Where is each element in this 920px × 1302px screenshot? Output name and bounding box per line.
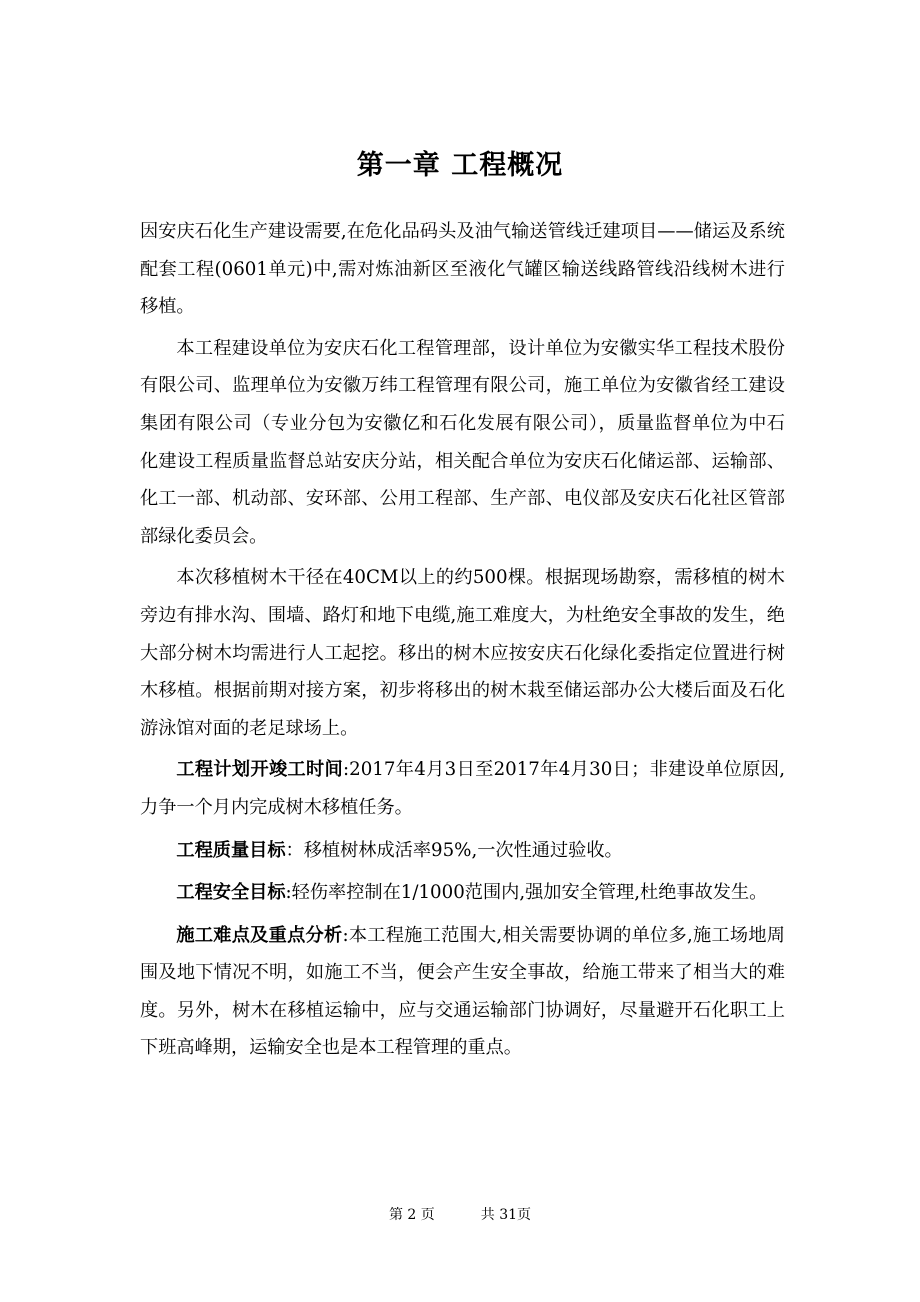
page-number: 第 2 页 bbox=[388, 1207, 435, 1223]
paragraph-units bbox=[140, 330, 785, 556]
paragraph-intro bbox=[140, 213, 785, 326]
quality-label: 工程质量目标 bbox=[176, 839, 286, 861]
document-body bbox=[140, 213, 785, 1071]
quality-text: ：移植树林成活率95%,一次性通过验收。 bbox=[285, 839, 623, 861]
schedule-text: :2017年4月3日至2017年4月30日；非建设单位原因,力争一个月内完成树木移植任务。 bbox=[140, 759, 785, 818]
page-total: 共 31页 bbox=[480, 1207, 532, 1223]
paragraph-text: 因安庆石化生产建设需要,在危化品码头及油气输送管线迁建项目——储运及系统配套工程(0601单元)中,需对炼油新区至液化气罐区输送线路管线沿线树木进行移植。 bbox=[140, 221, 785, 318]
paragraph-safety bbox=[140, 874, 785, 912]
chapter-title: 第一章 工程概况 bbox=[356, 150, 564, 181]
page-footer bbox=[0, 1205, 920, 1225]
safety-text: :轻伤率控制在1/1000范围内,强加安全管理,杜绝事故发生。 bbox=[285, 882, 768, 904]
paragraph-text: 本次移植树木干径在40CM以上的约500棵。根据现场勘察，需移植的树木旁边有排水沟、围墙、路灯和地下电缆,施工难度大，为杜绝安全事故的发生，绝大部分树木均需进行人工起挖。移出的树木应按安庆石化绿化委指定位置进行树木移植。根据前期对接方案，初步将移出的树木栽至储运部办公大楼后面及石化游泳馆对面的老足球场上。 bbox=[140, 567, 785, 739]
difficulty-text: :本工程施工范围大,相关需要协调的单位多,施工场地周围及地下情况不明，如施工不当，便会产生安全事故，给施工带来了相当大的难度。另外，树木在移植运输中，应与交通运输部门协调好，尽量避开石化职工上下班高峰期，运输安全也是本工程管理的重点。 bbox=[140, 924, 785, 1059]
paragraph-difficulty bbox=[140, 917, 785, 1067]
schedule-label: 工程计划开竣工时间 bbox=[176, 759, 344, 781]
paragraph-quality bbox=[140, 832, 785, 870]
difficulty-label: 施工难点及重点分析 bbox=[176, 924, 343, 946]
safety-label: 工程安全目标 bbox=[176, 882, 286, 904]
paragraph-transplant bbox=[140, 559, 785, 747]
paragraph-schedule bbox=[140, 751, 785, 826]
paragraph-text: 本工程建设单位为安庆石化工程管理部，设计单位为安徽实华工程技术股份有限公司、监理单位为安徽万纬工程管理有限公司，施工单位为安徽省经工建设集团有限公司（专业分包为安徽亿和石化发展有限公司），质量监督单位为中石化建设工程质量监督总站安庆分站，相关配合单位为安庆石化储运部、运输部、化工一部、机动部、安环部、公用工程部、生产部、电仪部及安庆石化社区管部部绿化委员会。 bbox=[140, 337, 785, 547]
